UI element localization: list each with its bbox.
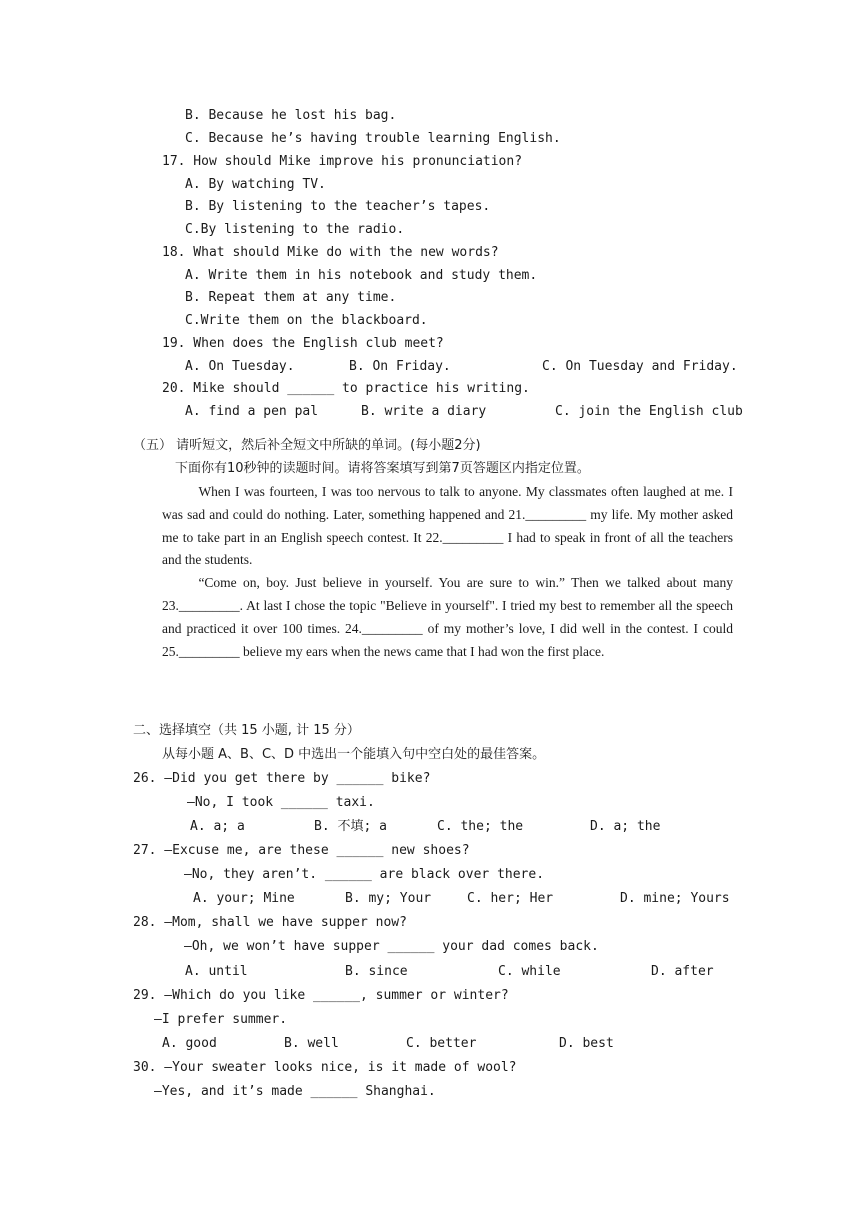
q28-option-c: C. while (498, 964, 561, 979)
q16-option-c: C. Because he’s having trouble learning English. (185, 131, 561, 146)
q20-option-c: C. join the English club (555, 404, 743, 419)
q29-option-d: D. best (559, 1036, 614, 1051)
part2-heading: 二、选择填空（共 15 小题, 计 15 分） (133, 723, 360, 738)
q27-line-2: —No, they aren’t. ______ are black over there. (184, 867, 545, 882)
q26-option-a: A. a; a (190, 819, 245, 834)
q18-stem: 18. What should Mike do with the new words? (162, 245, 499, 260)
q17-option-c: C.By listening to the radio. (185, 222, 405, 237)
part2-instruction: 从每小题 A、B、C、D 中选出一个能填入句中空白处的最佳答案。 (162, 747, 546, 762)
q27-option-a: A. your; Mine (193, 891, 295, 906)
q28-option-a: A. until (185, 964, 248, 979)
q27-option-c: C. her; Her (467, 891, 554, 906)
q18-option-a: A. Write them in his notebook and study them. (185, 268, 538, 283)
q19-option-b: B. On Friday. (349, 359, 451, 374)
q26-line-1: 26. —Did you get there by ______ bike? (133, 771, 431, 786)
q26-line-2: —No, I took ______ taxi. (187, 795, 375, 810)
q18-option-c: C.Write them on the blackboard. (185, 313, 428, 328)
q28-line-1: 28. —Mom, shall we have supper now? (133, 915, 407, 930)
q16-option-b: B. Because he lost his bag. (185, 108, 397, 123)
q26-option-c: C. the; the (437, 819, 524, 834)
q30-line-2: —Yes, and it’s made ______ Shanghai. (154, 1084, 436, 1099)
q17-option-b: B. By listening to the teacher’s tapes. (185, 199, 491, 214)
q27-line-1: 27. —Excuse me, are these ______ new shoes? (133, 843, 470, 858)
q28-line-2: —Oh, we won’t have supper ______ your dad comes back. (184, 939, 599, 954)
q19-stem: 19. When does the English club meet? (162, 336, 444, 351)
passage-paragraph-1: When I was fourteen, I was too nervous to talk to anyone. My classmates often laughed at me. I was sad and could do nothing. Later, something happened and 21._________ my life. My mother asked me to take part in an English speech contest. It 22._________ I had to speak in front of all the teachers and the students. (162, 484, 733, 568)
q27-option-b: B. my; Your (345, 891, 432, 906)
q19-option-a: A. On Tuesday. (185, 359, 295, 374)
q19-option-c: C. On Tuesday and Friday. (542, 359, 738, 374)
q29-line-2: —I prefer summer. (154, 1012, 288, 1027)
q20-option-a: A. find a pen pal (185, 404, 319, 419)
section5-instruction: 下面你有10秒钟的读题时间。请将答案填写到第7页答题区内指定位置。 (175, 461, 590, 476)
q29-line-1: 29. —Which do you like ______, summer or winter? (133, 988, 509, 1003)
q20-stem: 20. Mike should ______ to practice his writing. (162, 381, 530, 396)
q26-option-d: D. a; the (590, 819, 661, 834)
q28-option-d: D. after (651, 964, 714, 979)
q28-option-b: B. since (345, 964, 408, 979)
q27-option-d: D. mine; Yours (620, 891, 730, 906)
q17-stem: 17. How should Mike improve his pronunciation? (162, 154, 523, 169)
q17-option-a: A. By watching TV. (185, 177, 326, 192)
section5-heading: （五） 请听短文，然后补全短文中所缺的单词。(每小题2分) (133, 438, 481, 453)
q30-line-1: 30. —Your sweater looks nice, is it made of wool? (133, 1060, 517, 1075)
q20-option-b: B. write a diary (361, 404, 487, 419)
q29-option-b: B. well (284, 1036, 339, 1051)
passage-paragraph-2: “Come on, boy. Just believe in yourself. You are sure to win.” Then we talked about many 23._________. At last I chose the topic "Believe in yourself". I tried my best to remember all the speech and practiced it over 100 times. 24._________ of my mother’s love, I did well in the contest. I could 25._________ believe my ears when the news came that I had won the first place. (162, 575, 733, 659)
q18-option-b: B. Repeat them at any time. (185, 290, 397, 305)
q29-option-a: A. good (162, 1036, 217, 1051)
q29-option-c: C. better (406, 1036, 477, 1051)
passage (162, 481, 733, 663)
q26-option-b: B. 不填; a (314, 819, 387, 834)
